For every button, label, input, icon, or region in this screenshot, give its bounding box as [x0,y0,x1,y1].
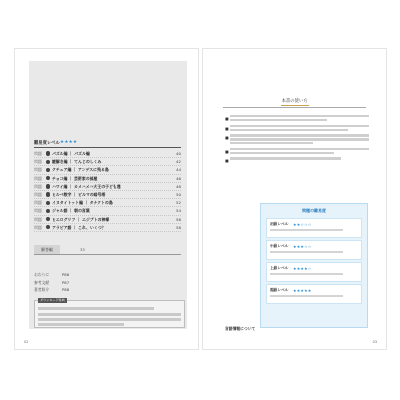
download-note-box [34,300,185,328]
list-item[interactable] [34,150,181,158]
level-stars: ★★★★☆ [293,266,312,271]
extras-list [34,271,134,294]
number-badge-icon [46,217,50,221]
level-name: 超級レベル [270,288,289,292]
extra-label: おわりに [34,272,50,277]
bullet-icon: ■ [225,125,229,131]
question-page: 54 [176,208,181,214]
question-page: 56 [176,216,181,222]
list-item[interactable] [34,207,181,215]
section-title-text: 本書の使い方 [281,99,308,104]
difficulty-stars: ★★★★ [60,140,78,145]
question-number: 問題 [34,151,42,156]
question-page: 48 [176,183,181,189]
question-number: 問題 [34,208,42,214]
level-card [266,284,362,304]
section-title [203,98,386,104]
extra-page: P88 [62,287,70,292]
list-item[interactable] [34,279,134,287]
answers-label: 解答編 [34,245,60,254]
question-title: ヒエログリフ ｜ エジプトの神様 [52,216,110,222]
text-line [38,323,124,326]
extra-label: 著者紹介 [34,287,50,292]
download-tag: ダウンロード特典 [40,298,65,302]
question-title: 謎解き編 ｜ てんじのしくみ [52,159,102,165]
question-number: 問題 [34,216,42,222]
list-item[interactable] [34,199,181,207]
number-badge-icon [46,168,50,172]
question-page: 58 [176,224,181,230]
question-number: 問題 [34,167,42,173]
title-underline [281,105,309,106]
left-page [14,48,199,350]
question-number: 問題 [34,224,42,230]
number-badge-icon [46,160,50,164]
question-title: ヒルベ数字 ｜ ビルマの暗号塔 [52,191,106,197]
question-number: 問題 [34,175,42,181]
bullet-icon: ■ [225,158,229,164]
question-number: 問題 [34,159,42,165]
list-item[interactable] [34,158,181,166]
text-line [38,313,181,316]
answers-page: 33 [80,247,85,252]
right-page [202,48,387,350]
bullet-icon: ■ [225,135,229,141]
extra-label: 参考文献 [34,279,50,285]
list-item[interactable] [34,216,181,224]
list-item[interactable] [34,271,134,279]
bullet-icon: ■ [225,116,229,121]
difficulty-panel [260,203,368,328]
question-page: 52 [176,200,181,206]
level-stars: ★★☆☆☆ [293,222,312,227]
difficulty-header [34,139,181,148]
divider [34,147,181,148]
divider [223,107,366,108]
number-badge-icon [46,176,50,180]
page-number: 02 [24,340,29,344]
question-title: アラビア語 ｜ これ、いくつ？ [52,224,106,230]
level-name: 中級レベル [270,244,289,248]
difficulty-label: 難易度レベル [34,141,60,146]
level-card [266,218,362,238]
level-card [266,240,362,260]
number-badge-icon [46,192,50,196]
question-page: 44 [176,167,181,173]
text-line [38,318,181,321]
number-badge-icon [46,184,50,188]
bullet-item [225,115,369,121]
list-item[interactable] [34,286,134,294]
question-number: 問題 [34,191,42,197]
number-badge-icon [46,209,50,213]
question-page: 42 [176,159,181,165]
number-badge-icon [46,151,50,155]
list-item[interactable] [34,183,181,191]
question-number: 問題 [34,183,42,189]
bullet-item [225,148,369,154]
list-item[interactable] [34,224,181,232]
bullet-icon: ■ [225,148,229,154]
page-number: 03 [372,340,377,344]
level-card [266,262,362,282]
question-page: 50 [176,191,181,197]
question-page: 40 [176,151,181,156]
question-page: 46 [176,175,181,181]
list-item[interactable] [34,175,181,183]
list-item[interactable] [34,191,181,199]
level-stars: ★★★☆☆ [293,244,312,249]
book-spread [14,48,386,348]
list-item[interactable] [34,166,181,174]
question-title: クチュア編 ｜ アンデスに残る島 [52,167,109,173]
bullet-item [225,134,369,144]
level-stars: ★★★★★ [293,288,312,293]
extra-page: P86 [62,272,70,277]
bullet-item [225,157,369,164]
difficulty-panel-title: 問題の難易度 [302,208,326,213]
text-line [38,307,154,310]
question-title: ハワイ編 ｜ カメハメハ大王の子ども達 [52,183,121,189]
question-title: チョコ編 ｜ 芸術家の部屋 [52,175,98,181]
level-name: 初級レベル [270,222,289,226]
number-badge-icon [46,201,50,205]
level-name: 上級レベル [270,266,289,270]
question-number: 問題 [34,200,42,206]
usage-bullets [225,115,369,163]
bullet-item [225,125,369,131]
extra-page: P87 [62,279,70,285]
answers-header[interactable] [34,245,181,255]
number-badge-icon [46,225,50,229]
question-title: ジャル語 ｜ 朝の言葉 [52,208,90,214]
info-title: 言語情報について [225,326,256,331]
question-title: イヌタイトット編 ｜ タナクトの島 [52,200,113,206]
question-title: パズル編 ｜ パズル編 [52,151,90,156]
question-list [34,150,181,232]
